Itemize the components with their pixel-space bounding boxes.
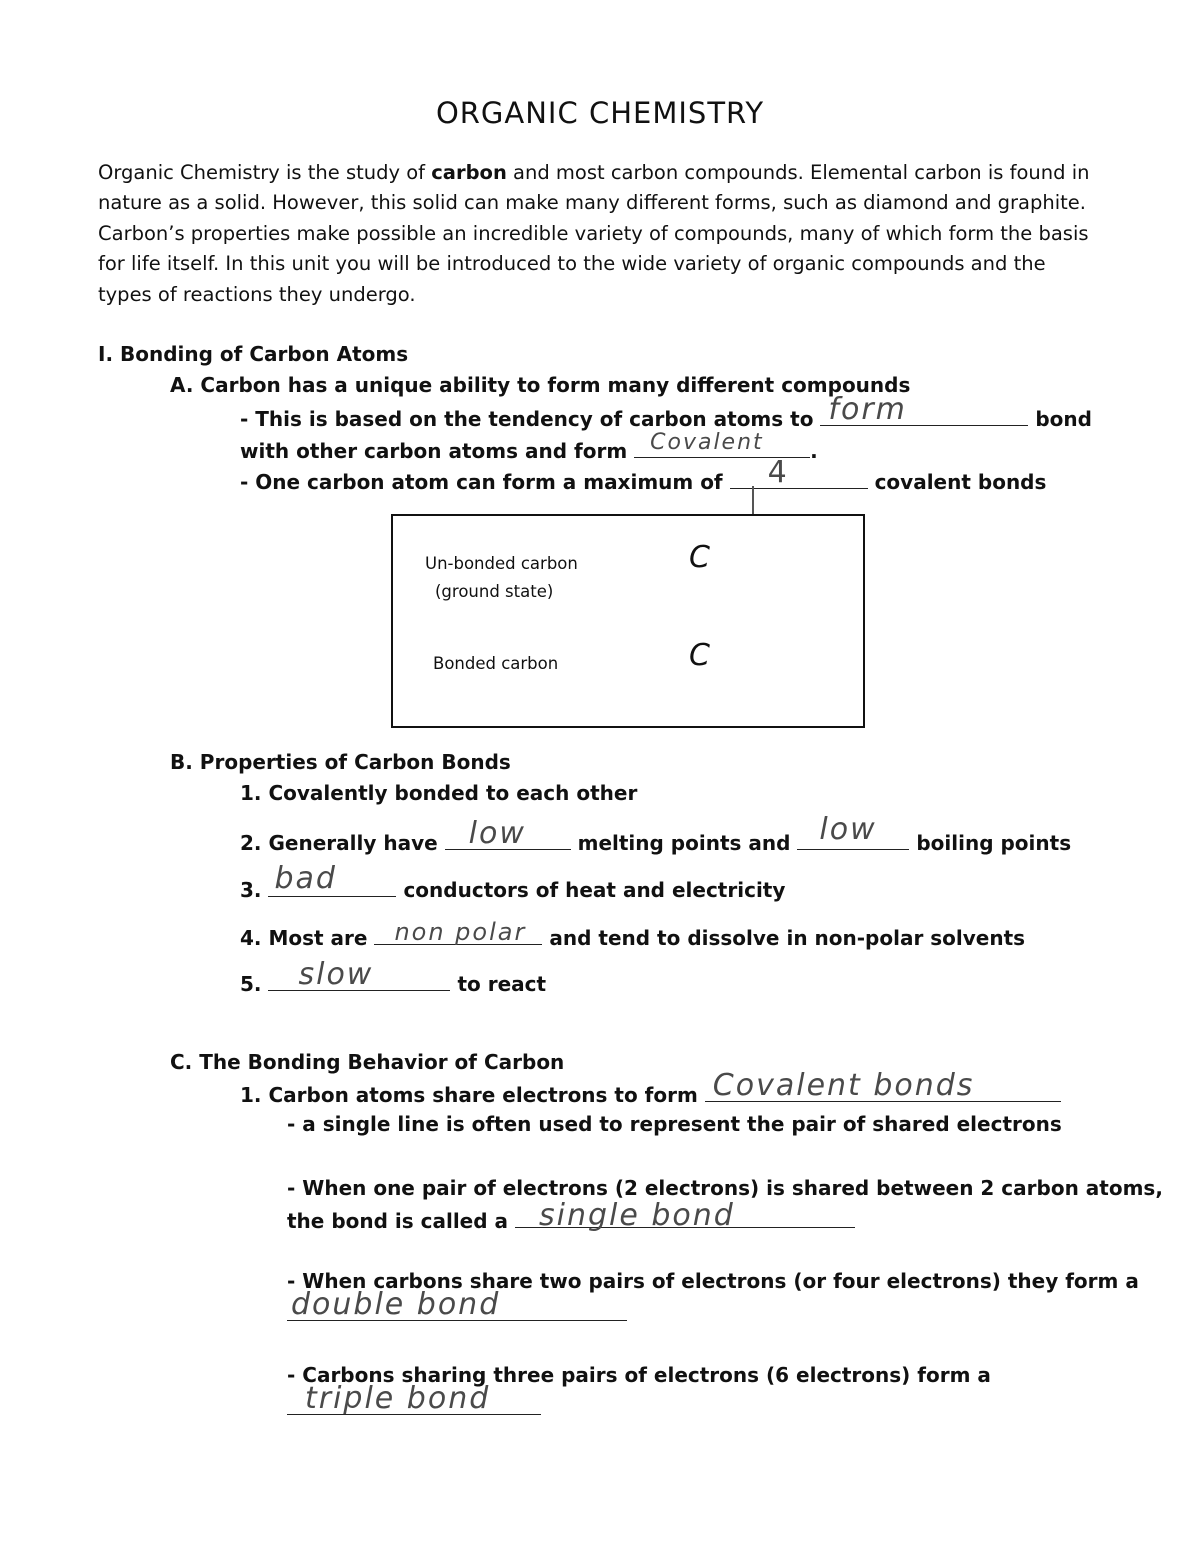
handwritten-answer: single bond xyxy=(539,1198,735,1233)
double-bond-line: - When carbons share two pairs of electrons (or four electrons) they form a xyxy=(287,1269,1139,1293)
property-2 xyxy=(240,812,1072,855)
triple-bond-answer-line xyxy=(287,1381,541,1420)
bonded-carbon-symbol: C xyxy=(689,638,710,673)
triple-bond-line: - Carbons sharing three pairs of electrons (6 electrons) form a xyxy=(287,1363,991,1387)
bonding-note: - a single line is often used to represent the pair of shared electrons xyxy=(287,1112,1062,1136)
handwritten-answer: 4 xyxy=(767,455,789,490)
property-4-suffix: and tend to dissolve in non-polar solvents xyxy=(542,926,1026,950)
bonding-item-1 xyxy=(240,1068,1061,1107)
handwritten-answer: Covalent bonds xyxy=(712,1068,975,1103)
double-bond-blank[interactable] xyxy=(287,1287,627,1322)
intro-bold-carbon: carbon xyxy=(431,161,507,184)
handwritten-answer: bad xyxy=(274,861,337,896)
line1-prefix: - This is based on the tendency of carbon atoms to xyxy=(240,407,821,431)
section-1c-heading: C. The Bonding Behavior of Carbon xyxy=(170,1050,565,1074)
property-5-suffix: to react xyxy=(450,972,547,996)
line3-suffix: covalent bonds xyxy=(867,470,1047,494)
section-1b-heading: B. Properties of Carbon Bonds xyxy=(170,750,511,774)
line2-prefix: with other carbon atoms and form xyxy=(240,439,635,463)
single-bond-blank[interactable] xyxy=(515,1198,855,1233)
conductor-blank[interactable] xyxy=(268,861,396,897)
handwritten-answer: low xyxy=(819,812,877,847)
line2-suffix: . xyxy=(810,439,818,463)
section-1a-line2 xyxy=(240,430,818,463)
property-4 xyxy=(240,918,1026,950)
property-5-prefix: 5. xyxy=(240,972,269,996)
section-1a-heading: A. Carbon has a unique ability to form many different compounds xyxy=(170,373,911,397)
covalent-bonds-blank[interactable] xyxy=(705,1068,1061,1103)
section-1a-line3 xyxy=(240,455,1047,494)
bonding-item-1-prefix: 1. Carbon atoms share electrons to form xyxy=(240,1083,705,1107)
property-1: 1. Covalently bonded to each other xyxy=(240,781,638,805)
handwritten-answer: double bond xyxy=(291,1287,501,1322)
bonded-label: Bonded carbon xyxy=(433,654,559,673)
double-bond-answer-line xyxy=(287,1287,627,1326)
property-2-suffix: boiling points xyxy=(909,831,1072,855)
property-3 xyxy=(240,861,786,902)
section-1a-line1 xyxy=(240,392,1092,431)
handwritten-answer: slow xyxy=(298,957,374,992)
page-title: ORGANIC CHEMISTRY xyxy=(435,96,765,130)
boiling-blank[interactable] xyxy=(797,812,909,850)
line3-prefix: - One carbon atom can form a maximum of xyxy=(240,470,730,494)
property-3-suffix: conductors of heat and electricity xyxy=(396,878,786,902)
single-bond-line2 xyxy=(287,1198,855,1233)
property-2-prefix: 2. Generally have xyxy=(240,831,445,855)
max-bonds-blank[interactable] xyxy=(730,455,868,490)
carbon-diagram-box xyxy=(391,514,865,728)
handwritten-answer: non polar xyxy=(394,918,527,946)
polarity-blank[interactable] xyxy=(374,918,542,946)
unbonded-label: Un-bonded carbon xyxy=(425,554,578,573)
property-5 xyxy=(240,957,547,996)
intro-text-rest: and most carbon compounds. Elemental carbon is found in nature as a solid. However, this solid can make many different forms, such as diamond and graphite. Carbon’s properties make possible an incredible variety of compounds, many of which form the basis for life itself. In this unit you will be introduced to the wide variety of organic compounds and the types of reactions they undergo. xyxy=(98,161,1090,306)
handwritten-answer: triple bond xyxy=(305,1381,491,1416)
line1-suffix: bond xyxy=(1028,407,1092,431)
intro-paragraph xyxy=(98,158,1098,310)
triple-bond-blank[interactable] xyxy=(287,1381,541,1416)
property-2-middle: melting points and xyxy=(570,831,798,855)
form-blank[interactable] xyxy=(820,392,1028,427)
ground-state-label: (ground state) xyxy=(435,582,554,601)
unbonded-carbon-symbol: C xyxy=(689,540,710,575)
melting-blank[interactable] xyxy=(445,816,571,851)
property-4-prefix: 4. Most are xyxy=(240,926,375,950)
intro-text-start: Organic Chemistry is the study of xyxy=(98,161,432,184)
single-bond-line1: - When one pair of electrons (2 electrons) is shared between 2 carbon atoms, xyxy=(287,1176,1163,1200)
handwritten-answer: low xyxy=(468,816,526,851)
pen-stroke xyxy=(752,486,754,516)
section-1-heading: I. Bonding of Carbon Atoms xyxy=(98,342,409,366)
reaction-speed-blank[interactable] xyxy=(268,957,450,992)
handwritten-answer: Covalent xyxy=(650,430,764,455)
property-3-prefix: 3. xyxy=(240,878,269,902)
handwritten-answer: form xyxy=(828,392,907,427)
single-bond-prefix: the bond is called a xyxy=(287,1209,515,1233)
